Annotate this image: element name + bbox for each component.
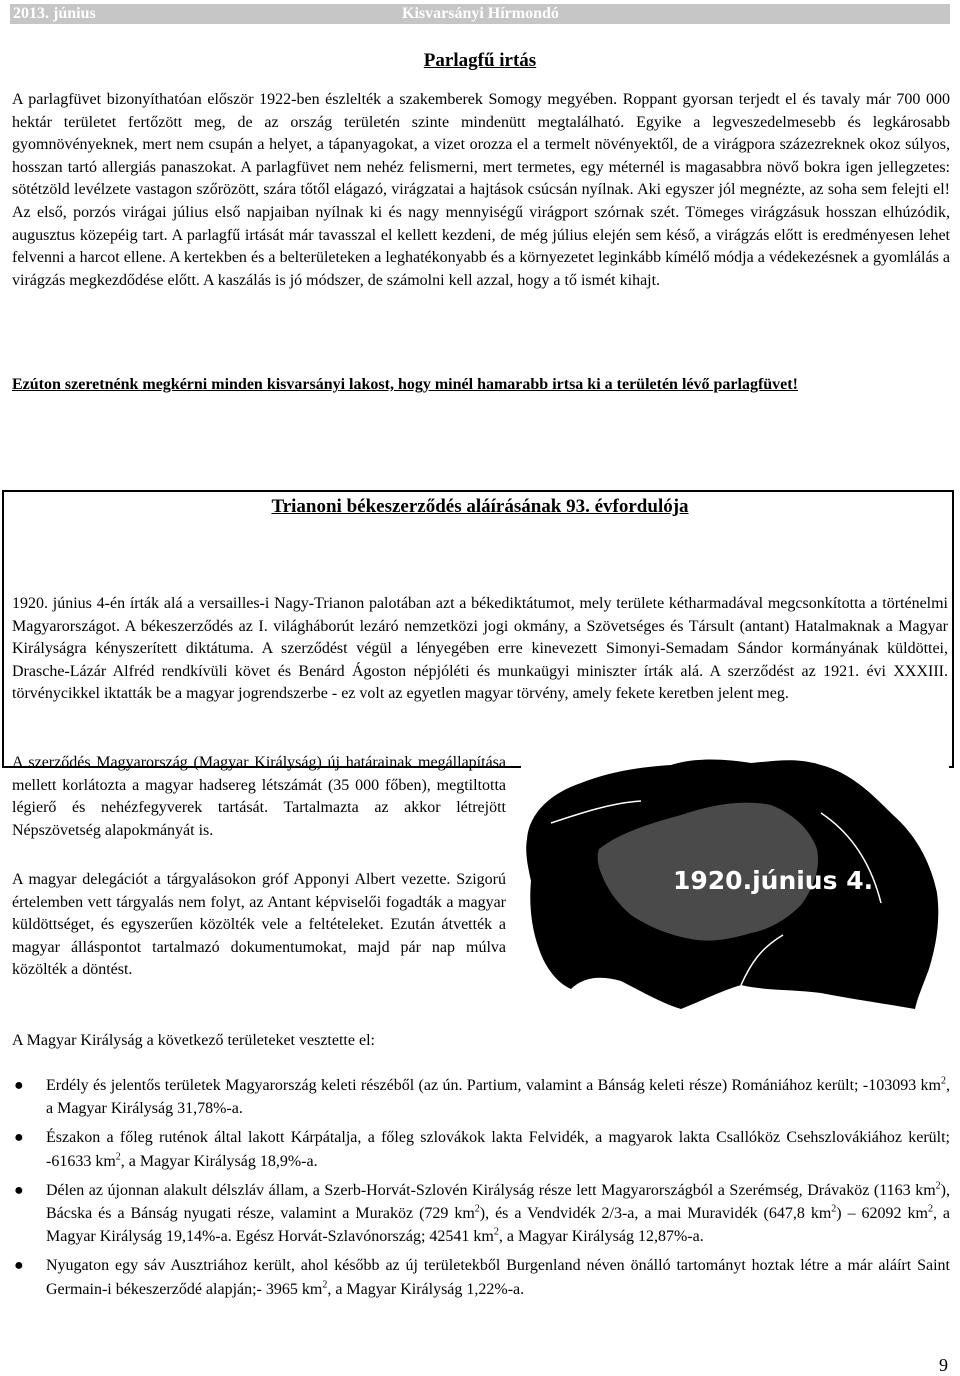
bullet-icon: ● [14, 1077, 24, 1094]
article-title-trianon: Trianoni békeszerződés aláírásának 93. évfordulója [271, 496, 689, 517]
trianon-intro: 1920. június 4-én írták alá a versailles-i Nagy-Trianon palotában azt a békediktátumot, mely területe kétharmadával megcsonkította a történelmi Magyarországot. A békeszerződés az I. világháborút lezáró nemzetközi jogi okmány, a Szövetséges és Társult (antant) Hatalmaknak a Magyar Királyságra kényszerített diktátuma. A szerződést végül a lényegében erre kinevezett Simonyi-Semadam Sándor kormányának küldöttei, Drasche-Lázár Alfréd rendkívüli követ és Benárd Ágoston népjóléti és munkaügyi miniszter írták alá. A szerződést az 1921. évi XXXIII. törvénycikkel iktatták be a magyar jogrendszerbe - ez volt az egyetlen magyar törvény, amely fekete keretben jelent meg. [12, 595, 948, 703]
bullet-icon: ● [14, 1181, 24, 1199]
map-date-label: 1920.június 4. [673, 866, 874, 895]
list-item: ● Északon a főleg ruténok által lakott Kárpátalja, a főleg szlovákok lakta Felvidék, a magyarok lakta Csallóköz Csehszlovákiához került; -61633 $km^2$, a Magyar Királyság 18,9%-a. [12, 1126, 950, 1172]
article-title-ragweed: Parlagfű irtás [423, 50, 537, 71]
list-item: ● Erdély és jelentős területek Magyarország keleti részéből (az ún. Partium, valamint a Bánság keleti része) Romániához került; -103093 $km^2$, a Magyar Királyság 31,78%-a. [14, 1075, 950, 1118]
header-publication: Kisvarsányi Hírmondó [402, 5, 559, 22]
header-date: 2013. június [13, 5, 96, 22]
trianon-para-2: A szerződés Magyarország (Magyar Királyság) új határainak megállapítása mellett korlátozta a magyar hadsereg létszámát (35 000 főben), megtiltotta légierő és nehézfegyverek tartását. Tartalmazta az akkor létrejött Népszövetség alapokmányát is. [12, 754, 506, 839]
territory-loss-list [12, 1074, 950, 1307]
article-body-ragweed: A parlagfüvet bizonyíthatóan először 1922-ben észlelték a szakemberek Somogy megyében. Roppant gyorsan terjedt el és tavaly már 700 000 hektár területet fertőzött meg, de az ország területén szinte mindenütt megtalálható. Egyike a legveszedelmesebb és legkárosabb gyomnövényeknek, mert nem csupán a helyet, a tápanyagokat, a vizet orozza el a termelt növényektől, de a virágpora százezreknek okoz súlyos, hosszan tartó allergiás panaszokat. A parlagfüvet nem nehéz felismerni, mert termetes, egy méternél is magasabbra növő bokra igen jellegzetes: sötétzöld levélzete vastagon szőrözött, szára tőtől elágazó, virágzatai a hajtások csúcsán nyílnak. Aki egyszer jól megnézte, az soha sem felejti el! Az első, porzós virágai július első napjaiban nyílnak ki és nagy mennyiségű virágport szórnak szét. Tömeges virágzásuk hosszan elhúzódik, augusztus közepéig tart. A parlagfű irtását már tavasszal el kellett kezdeni, de még július elején sem késő, a virágzás előtt is eredményesen lehet felvenni a harcot ellene. A kertekben és a belterületeken a leghatékonyabb és a környezetet leginkább kímélő módja a védekezésnek a gyomlálás a virágzás megkezdődése előtt. A kaszálás is jó módszer, de számolni kell azzal, hogy a tő ismét kihajt. [12, 91, 950, 289]
page-header [10, 4, 950, 24]
list-item: ● Délen az újonnan alakult délszláv állam, a Szerb-Horvát-Szlovén Királyság része lett Magyarországból a Szerémség, Drávaköz (1163 $km^2$), Bácska és a Bánság nyugati része, valamint a Muraköz (729 $km^2$), és a Vendvidék 2/3-a, a mai Muravidék (647,8 $km^2) - 62092$ $km^2$, a Magyar Királyság 19,14%-a. Egész Horvát-Szlavónország; 42541 $km^2$, a Magyar Királyság 12,87%-a. [14, 1180, 950, 1246]
bullet-icon: ● [14, 1129, 24, 1147]
ragweed-callout: Ezúton szeretnénk megkérni minden kisvarsányi lakost, hogy minél hamarabb irtsa ki a területén lévő parlagfüvet! [12, 376, 798, 393]
list-item: ● Nyugaton egy sáv Ausztriához került, ahol később az új területekből Burgenland néven önálló tartományt hoztak létre a már aláírt Saint Germain-i békeszerződé alapján;- 3965 $km^2$, a Magyar Királyság 1,22%-a. [12, 1254, 950, 1300]
losses-intro: A Magyar Királyság a következő területeket vesztette el: [12, 1032, 375, 1049]
bullet-icon: ● [14, 1257, 24, 1275]
trianon-map-image [521, 753, 949, 1015]
trianon-para-3: A magyar delegációt a tárgyalásokon gróf Apponyi Albert vezette. Szigorú értelemben vett tárgyalás nem folyt, az Antant képviselői fogadták a magyar küldöttséget, és egyszerűen közölték vele a feltételeket. Ezután átvették a magyar álláspontot tartalmazó dokumentumokat, majd pár nap múlva közölték a döntést. [12, 871, 506, 979]
page-number: 9 [939, 1355, 948, 1375]
